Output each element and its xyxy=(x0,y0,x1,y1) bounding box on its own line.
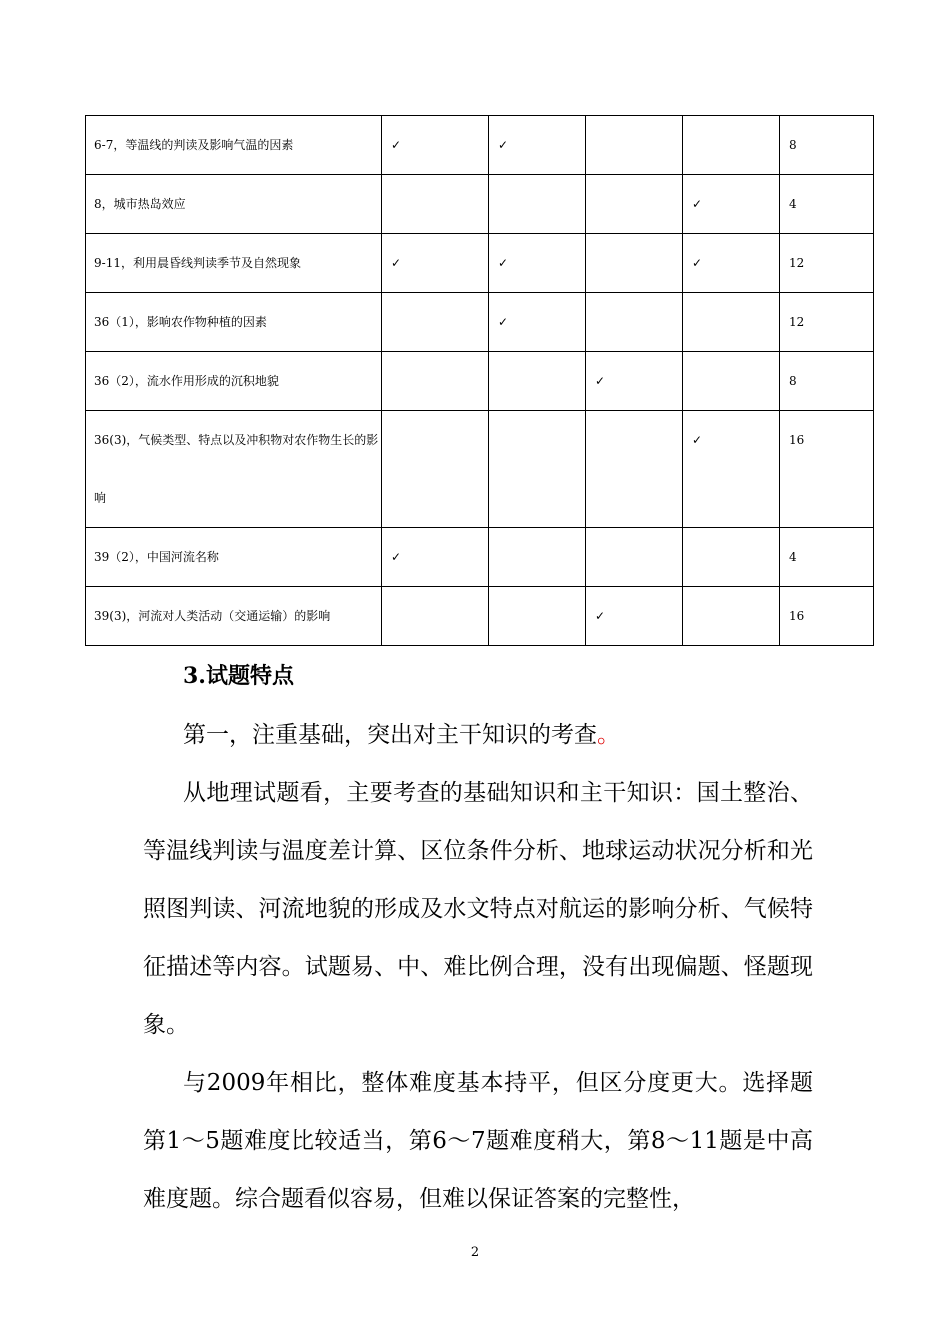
check-mark xyxy=(586,175,683,234)
row-topic: 6-7，等温线的判读及影响气温的因素 xyxy=(86,116,382,175)
check-mark: ✓ xyxy=(382,116,489,175)
paragraph-difficulty: 与2009年相比，整体难度基本持平，但区分度更大。选择题第1～5题难度比较适当，第6～7题难度稍大，第8～11题是中高难度题。综合题看似容易，但难以保证答案的完整性， xyxy=(143,1070,813,1212)
row-topic: 36（1），影响农作物种植的因素 xyxy=(86,293,382,352)
check-mark xyxy=(586,411,683,528)
row-score: 8 xyxy=(780,116,874,175)
table-row xyxy=(86,352,874,411)
check-mark xyxy=(382,587,489,646)
table-row xyxy=(86,587,874,646)
section-heading: 3.试题特点 xyxy=(183,663,294,689)
check-mark xyxy=(489,411,586,528)
check-mark xyxy=(683,116,780,175)
row-topic: 39(3)，河流对人类活动（交通运输）的影响 xyxy=(86,587,382,646)
table-row xyxy=(86,528,874,587)
row-topic: 8，城市热岛效应 xyxy=(86,175,382,234)
check-mark xyxy=(683,293,780,352)
row-score: 4 xyxy=(780,175,874,234)
table-row xyxy=(86,293,874,352)
check-mark xyxy=(586,528,683,587)
table-row xyxy=(86,175,874,234)
paragraph-knowledge: 从地理试题看，主要考查的基础知识和主干知识：国土整治、等温线判读与温度差计算、区位条件分析、地球运动状况分析和光照图判读、河流地貌的形成及水文特点对航运的影响分析、气候特征描述等内容。试题易、中、难比例合理，没有出现偏题、怪题现象。 xyxy=(143,780,813,1038)
row-score: 8 xyxy=(780,352,874,411)
row-score: 16 xyxy=(780,587,874,646)
check-mark: ✓ xyxy=(586,352,683,411)
check-mark xyxy=(683,352,780,411)
check-mark xyxy=(586,116,683,175)
row-topic: 9-11，利用晨昏线判读季节及自然现象 xyxy=(86,234,382,293)
check-mark xyxy=(382,175,489,234)
row-topic: 39（2），中国河流名称 xyxy=(86,528,382,587)
table-row xyxy=(86,411,874,528)
row-score: 12 xyxy=(780,234,874,293)
row-score: 12 xyxy=(780,293,874,352)
table-row xyxy=(86,234,874,293)
check-mark xyxy=(489,175,586,234)
check-mark: ✓ xyxy=(683,411,780,528)
paragraph-point-one xyxy=(143,706,813,764)
row-topic: 36（2），流水作用形成的沉积地貌 xyxy=(86,352,382,411)
check-mark xyxy=(683,528,780,587)
point-one-text: 第一，注重基础，突出对主干知识的考查 xyxy=(183,722,597,748)
page-number: 2 xyxy=(470,1245,480,1260)
check-mark xyxy=(683,587,780,646)
check-mark xyxy=(489,352,586,411)
row-score: 16 xyxy=(780,411,874,528)
check-mark: ✓ xyxy=(382,528,489,587)
exam-analysis-table xyxy=(85,115,874,646)
check-mark: ✓ xyxy=(683,234,780,293)
check-mark: ✓ xyxy=(586,587,683,646)
point-one-period: 。 xyxy=(597,722,620,748)
check-mark xyxy=(489,587,586,646)
check-mark xyxy=(489,528,586,587)
check-mark xyxy=(586,293,683,352)
check-mark: ✓ xyxy=(382,234,489,293)
table-row xyxy=(86,116,874,175)
check-mark xyxy=(382,293,489,352)
check-mark: ✓ xyxy=(489,234,586,293)
row-topic: 36(3)，气候类型、特点以及冲积物对农作物生长的影响 xyxy=(86,411,382,528)
check-mark: ✓ xyxy=(489,293,586,352)
check-mark: ✓ xyxy=(489,116,586,175)
check-mark: ✓ xyxy=(683,175,780,234)
check-mark xyxy=(382,411,489,528)
row-score: 4 xyxy=(780,528,874,587)
check-mark xyxy=(382,352,489,411)
check-mark xyxy=(586,234,683,293)
